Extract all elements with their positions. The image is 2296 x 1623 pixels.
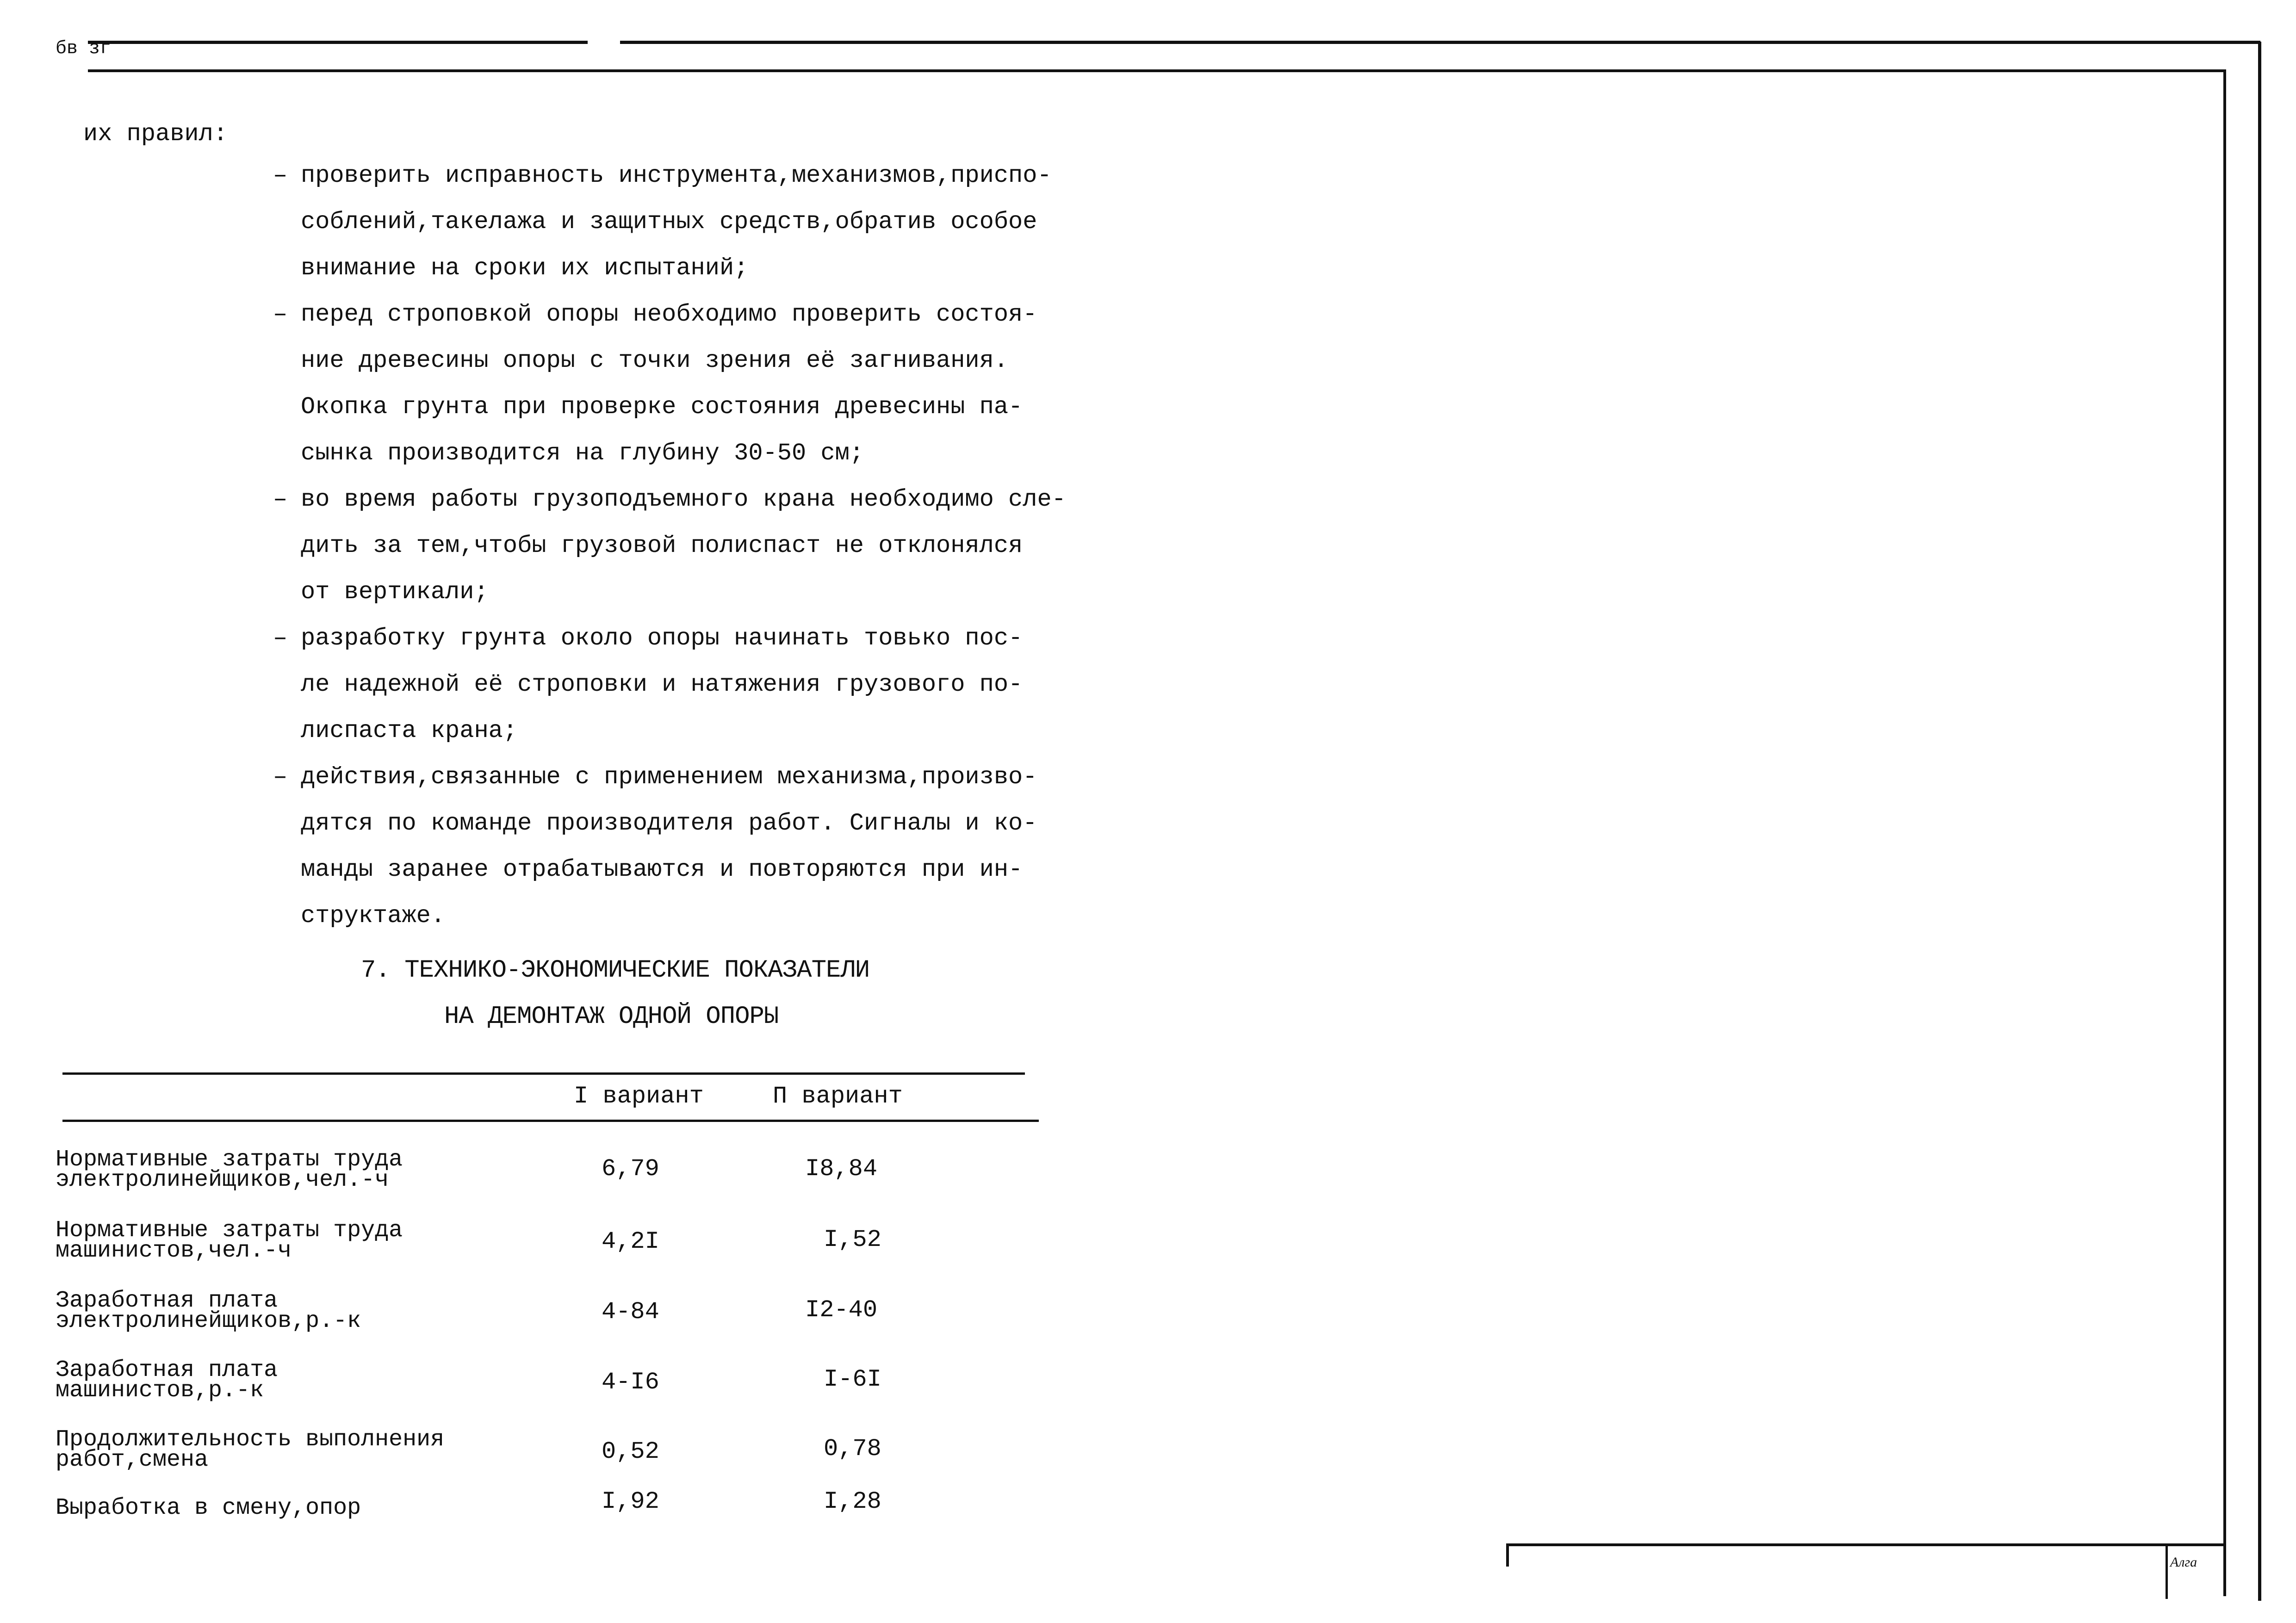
table-header-rule (62, 1120, 1039, 1122)
frame-inner-top-line (88, 69, 2226, 72)
row-label: Заработная плата машинистов,р.-к (56, 1357, 278, 1404)
list-item-line: соблений,такелажа и защитных средств,обратив особое (301, 208, 1037, 235)
list-item-line: Окопка грунта при проверке состояния древесины па- (301, 393, 1023, 421)
bullet-dash: – (273, 301, 288, 328)
row-value-variant-2: 0,78 (824, 1435, 881, 1462)
safety-rules-list (273, 153, 1106, 939)
list-item-line: дить за тем,чтобы грузовой полиспаст не отклонялся (301, 532, 1023, 559)
list-item (273, 291, 1106, 477)
section-title: 7. ТЕХНИКО-ЭКОНОМИЧЕСКИЕ ПОКАЗАТЕЛИ (361, 956, 870, 985)
list-item-line: внимание на сроки их испытаний; (301, 254, 749, 282)
column-header-variant-2: П вариант (773, 1083, 903, 1110)
table-row (56, 1146, 1027, 1196)
bullet-dash: – (273, 763, 288, 791)
list-item (273, 477, 1106, 615)
table-row (56, 1426, 1027, 1476)
row-value-variant-1: 4-I6 (602, 1369, 659, 1396)
title-block-divider (2166, 1543, 2168, 1599)
row-value-variant-2: I-6I (824, 1366, 881, 1393)
list-item (273, 615, 1106, 754)
list-item-line: разработку грунта около опоры начинать товько пос- (301, 625, 1023, 652)
table-row (56, 1357, 1027, 1406)
column-header-variant-1: I вариант (574, 1083, 704, 1110)
row-label: Нормативные затраты труда электролинейщиков,чел.-ч (56, 1146, 403, 1193)
list-item (273, 754, 1106, 939)
list-item-line: действия,связанные с применением механизма,произво- (301, 763, 1037, 791)
frame-inner-right-line (2223, 69, 2226, 1596)
list-item-line: структаже. (301, 902, 446, 929)
frame-top-line-right (620, 41, 2260, 44)
row-label: Продолжительность выполнения работ,смена (56, 1426, 445, 1473)
row-value-variant-2: I8,84 (805, 1155, 878, 1183)
row-value-variant-1: 0,52 (602, 1438, 659, 1465)
list-item-line: от вертикали; (301, 578, 489, 606)
row-value-variant-1: I,92 (602, 1488, 659, 1515)
table-row (56, 1488, 1027, 1528)
row-value-variant-2: I2-40 (805, 1296, 878, 1324)
frame-outer-right-line (2258, 42, 2261, 1601)
row-value-variant-2: I,28 (824, 1488, 881, 1515)
list-item-line: перед строповкой опоры необходимо проверить состоя- (301, 301, 1037, 328)
row-value-variant-1: 6,79 (602, 1155, 659, 1183)
section-subtitle: НА ДЕМОНТАЖ ОДНОЙ ОПОРЫ (444, 1003, 779, 1031)
row-value-variant-1: 4-84 (602, 1298, 659, 1326)
list-item-line: во время работы грузоподъемного крана необходимо сле- (301, 486, 1066, 513)
list-item-line: ние древесины опоры с точки зрения её загнивания. (301, 347, 1009, 374)
table-row (56, 1217, 1027, 1267)
list-item-line: ле надежной её строповки и натяжения грузового по- (301, 671, 1023, 698)
bullet-dash: – (273, 162, 288, 189)
row-value-variant-2: I,52 (824, 1226, 881, 1253)
frame-top-line-left (88, 41, 588, 44)
title-block-stamp: Алга (2170, 1555, 2197, 1570)
bullet-dash: – (273, 486, 288, 513)
row-label: Заработная плата электролинейщиков,р.-к (56, 1288, 361, 1334)
list-item-line: сынка производится на глубину 30-50 см; (301, 440, 864, 467)
row-value-variant-1: 4,2I (602, 1228, 659, 1255)
list-item-line: проверить исправность инструмента,механизмов,приспо- (301, 162, 1052, 189)
list-item (273, 153, 1106, 291)
intro-text: их правил: (83, 120, 228, 148)
list-item-line: лиспаста крана; (301, 717, 518, 744)
table-row (56, 1288, 1027, 1337)
title-block-top-line (1506, 1543, 2226, 1546)
page-corner-mark: бв зг (56, 38, 112, 59)
table-top-rule (62, 1072, 1025, 1075)
list-item-line: манды заранее отрабатываются и повторяются при ин- (301, 856, 1023, 883)
list-item-line: дятся по команде производителя работ. Сигналы и ко- (301, 810, 1037, 837)
bullet-dash: – (273, 625, 288, 652)
row-label: Нормативные затраты труда машинистов,чел.-ч (56, 1217, 403, 1264)
row-label: Выработка в смену,опор (56, 1495, 361, 1521)
title-block-left-tick (1506, 1543, 1509, 1567)
